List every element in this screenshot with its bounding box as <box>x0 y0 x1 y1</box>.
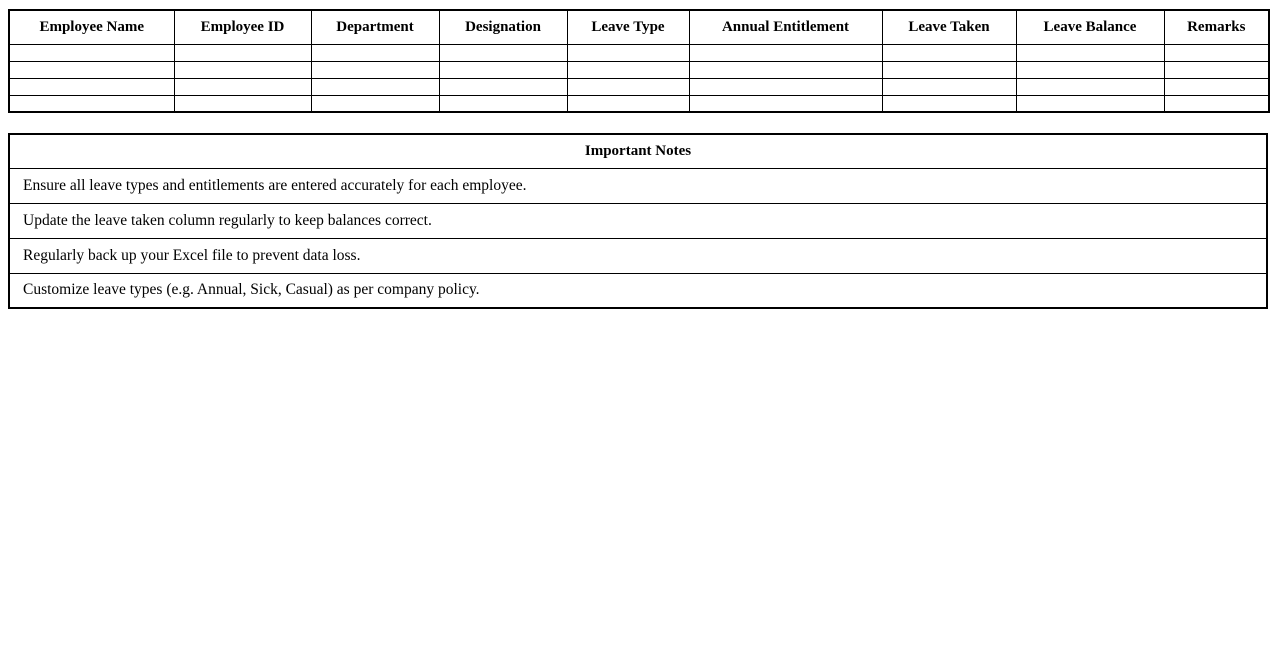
empty-cell <box>174 61 311 78</box>
empty-cell <box>9 95 174 112</box>
empty-cell <box>439 95 567 112</box>
empty-cell <box>1164 61 1269 78</box>
column-header-leave-taken: Leave Taken <box>882 10 1016 44</box>
empty-cell <box>567 78 689 95</box>
notes-title: Important Notes <box>9 134 1267 168</box>
empty-cell <box>882 78 1016 95</box>
empty-cell <box>439 44 567 61</box>
empty-cell <box>174 44 311 61</box>
empty-cell <box>1164 78 1269 95</box>
column-header-remarks: Remarks <box>1164 10 1269 44</box>
empty-cell <box>567 95 689 112</box>
empty-cell <box>9 61 174 78</box>
empty-cell <box>311 44 439 61</box>
empty-cell <box>311 95 439 112</box>
empty-cell <box>311 78 439 95</box>
table-row <box>9 61 1269 78</box>
table-row <box>9 95 1269 112</box>
leave-table-header-row <box>9 10 1269 44</box>
note-row <box>9 203 1267 238</box>
column-header-department: Department <box>311 10 439 44</box>
note-row <box>9 273 1267 308</box>
leave-tracker-table <box>8 9 1270 113</box>
column-header-leave-balance: Leave Balance <box>1016 10 1164 44</box>
empty-cell <box>882 61 1016 78</box>
empty-cell <box>567 44 689 61</box>
empty-cell <box>882 95 1016 112</box>
empty-cell <box>9 78 174 95</box>
column-header-employee-id: Employee ID <box>174 10 311 44</box>
document-page <box>0 0 1278 309</box>
important-notes-table <box>8 133 1268 309</box>
table-row <box>9 78 1269 95</box>
empty-cell <box>9 44 174 61</box>
note-row <box>9 238 1267 273</box>
empty-cell <box>311 61 439 78</box>
empty-cell <box>1164 95 1269 112</box>
empty-cell <box>1016 95 1164 112</box>
note-row <box>9 168 1267 203</box>
empty-cell <box>1016 61 1164 78</box>
empty-cell <box>1164 44 1269 61</box>
note-item: Ensure all leave types and entitlements are entered accurately for each employee. <box>9 168 1267 203</box>
column-header-leave-type: Leave Type <box>567 10 689 44</box>
empty-cell <box>689 44 882 61</box>
column-header-employee-name: Employee Name <box>9 10 174 44</box>
empty-cell <box>439 78 567 95</box>
empty-cell <box>439 61 567 78</box>
note-item: Customize leave types (e.g. Annual, Sick, Casual) as per company policy. <box>9 273 1267 308</box>
note-item: Regularly back up your Excel file to prevent data loss. <box>9 238 1267 273</box>
column-header-designation: Designation <box>439 10 567 44</box>
empty-cell <box>882 44 1016 61</box>
empty-cell <box>689 61 882 78</box>
empty-cell <box>174 78 311 95</box>
empty-cell <box>567 61 689 78</box>
note-item: Update the leave taken column regularly to keep balances correct. <box>9 203 1267 238</box>
empty-cell <box>1016 78 1164 95</box>
empty-cell <box>689 95 882 112</box>
empty-cell <box>689 78 882 95</box>
column-header-annual-entitlement: Annual Entitlement <box>689 10 882 44</box>
empty-cell <box>174 95 311 112</box>
table-row <box>9 44 1269 61</box>
empty-cell <box>1016 44 1164 61</box>
notes-header-row <box>9 134 1267 168</box>
